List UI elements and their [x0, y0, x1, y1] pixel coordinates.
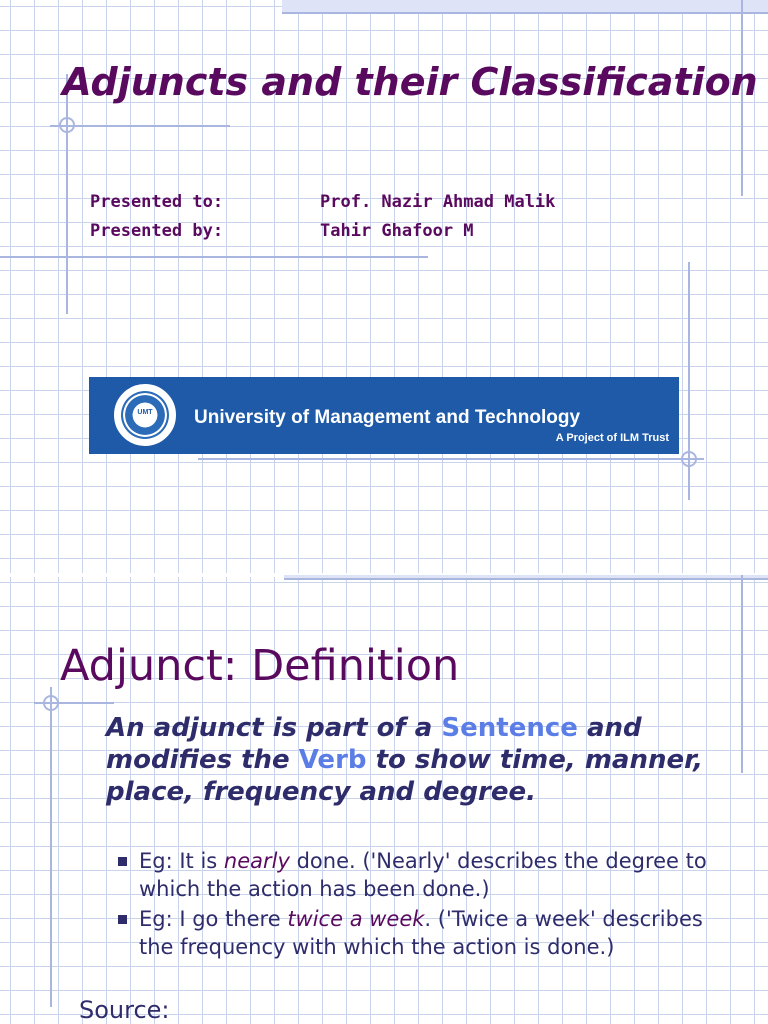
top-band: [282, 0, 768, 12]
bullet-icon: [118, 915, 127, 924]
university-banner: [89, 377, 679, 454]
university-tagline: A Project of ILM Trust: [555, 432, 669, 444]
decor-line: [50, 125, 230, 127]
presented-by-row: [90, 217, 555, 246]
example-emphasis: nearly: [223, 849, 290, 873]
definition-part: to show time, manner, place, frequency and degree.: [106, 745, 703, 807]
example-text: Eg: I go there: [139, 907, 288, 931]
highlight-sentence: Sentence: [441, 713, 578, 743]
presented-to-value: Prof. Nazir Ahmad Malik: [320, 192, 556, 212]
definition-slide: [0, 575, 768, 1024]
decor-ring: [681, 451, 697, 467]
bullet-icon: [118, 857, 127, 866]
decor-line: [66, 74, 68, 314]
example-emphasis: twice a week: [287, 907, 425, 931]
decor-line: [0, 256, 428, 258]
list-item: [115, 847, 725, 903]
university-seal-icon: [114, 384, 176, 446]
slide-title: Adjuncts and their Classification: [62, 60, 758, 104]
decor-line: [282, 12, 768, 14]
presented-by-value: Tahir Ghafoor M: [320, 221, 474, 241]
presented-to-row: [90, 188, 555, 217]
presented-by-label: Presented by:: [90, 221, 224, 241]
seal-text: UMT: [137, 409, 153, 416]
definition-text: [106, 712, 736, 808]
decor-line: [198, 458, 704, 460]
decor-ring: [43, 695, 59, 711]
presented-to-label: Presented to:: [90, 192, 224, 212]
slide-heading: Adjunct: Definition: [60, 641, 460, 691]
example-text: Eg: It is: [139, 849, 224, 873]
presenter-info: [90, 188, 555, 246]
decor-line: [284, 578, 768, 580]
source-label: Source:: [79, 996, 170, 1024]
example-list: [115, 847, 725, 963]
decor-line: [741, 575, 743, 773]
definition-part: and modifies the: [106, 713, 642, 775]
highlight-verb: Verb: [298, 745, 367, 775]
definition-part: An adjunct is part of a: [106, 713, 442, 743]
example-text: done. ('Nearly' describes the degree to which the action has been done.): [139, 849, 707, 901]
list-item: [115, 905, 725, 961]
example-text: . ('Twice a week' describes the frequency with which the action is done.): [139, 907, 703, 959]
decor-ring: [59, 117, 75, 133]
decor-line: [50, 687, 52, 1007]
university-name: University of Management and Technology: [194, 407, 581, 428]
